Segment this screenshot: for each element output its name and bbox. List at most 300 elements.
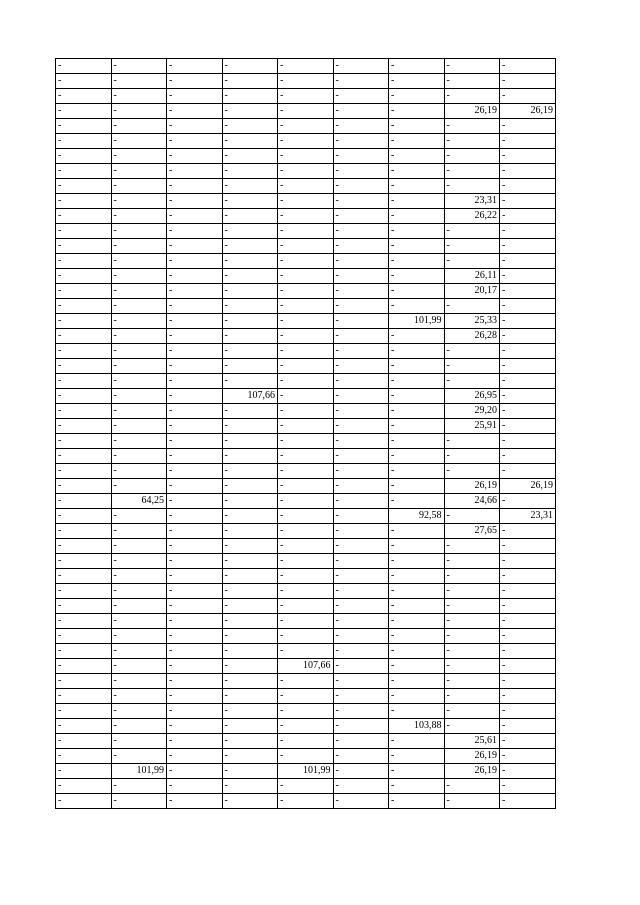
table-cell: - bbox=[111, 449, 167, 464]
table-cell: - bbox=[278, 179, 334, 194]
table-cell: - bbox=[167, 209, 223, 224]
table-cell: - bbox=[389, 299, 445, 314]
table-cell: - bbox=[444, 674, 500, 689]
table-cell: - bbox=[222, 134, 278, 149]
table-cell: - bbox=[500, 194, 556, 209]
table-row bbox=[56, 734, 556, 749]
table-cell: - bbox=[111, 74, 167, 89]
table-cell: - bbox=[222, 284, 278, 299]
table-cell: - bbox=[222, 569, 278, 584]
table-cell: - bbox=[278, 584, 334, 599]
table-cell: - bbox=[222, 419, 278, 434]
table-cell: - bbox=[444, 464, 500, 479]
table-cell: 26,19 bbox=[500, 479, 556, 494]
table-cell: - bbox=[389, 284, 445, 299]
table-cell: - bbox=[56, 89, 112, 104]
table-cell: - bbox=[389, 704, 445, 719]
table-cell: - bbox=[333, 89, 389, 104]
table-cell: - bbox=[111, 794, 167, 809]
table-cell: - bbox=[222, 659, 278, 674]
table-cell: - bbox=[444, 599, 500, 614]
table-cell: - bbox=[222, 59, 278, 74]
table-row bbox=[56, 344, 556, 359]
table-cell: - bbox=[444, 449, 500, 464]
table-cell: - bbox=[111, 149, 167, 164]
table-cell: 92,58 bbox=[389, 509, 445, 524]
table-cell: - bbox=[278, 734, 334, 749]
table-cell: - bbox=[444, 224, 500, 239]
table-cell: - bbox=[222, 434, 278, 449]
table-cell: - bbox=[167, 524, 223, 539]
table-cell: - bbox=[444, 134, 500, 149]
table-cell: - bbox=[500, 134, 556, 149]
table-cell: - bbox=[500, 584, 556, 599]
table-cell: - bbox=[500, 164, 556, 179]
table-cell: 103,88 bbox=[389, 719, 445, 734]
table-row bbox=[56, 704, 556, 719]
table-cell: - bbox=[389, 269, 445, 284]
table-cell: - bbox=[167, 419, 223, 434]
table-cell: - bbox=[333, 719, 389, 734]
table-cell: - bbox=[222, 764, 278, 779]
table-cell: - bbox=[500, 389, 556, 404]
table-cell: - bbox=[278, 209, 334, 224]
table-cell: - bbox=[444, 254, 500, 269]
table-cell: - bbox=[167, 509, 223, 524]
table-cell: 26,19 bbox=[444, 104, 500, 119]
table-cell: - bbox=[444, 149, 500, 164]
table-cell: - bbox=[222, 404, 278, 419]
table-cell: - bbox=[500, 779, 556, 794]
table-cell: - bbox=[167, 779, 223, 794]
table-cell: - bbox=[56, 374, 112, 389]
table-cell: - bbox=[167, 89, 223, 104]
table-cell: - bbox=[222, 704, 278, 719]
table-cell: - bbox=[278, 389, 334, 404]
table-cell: - bbox=[389, 374, 445, 389]
table-cell: - bbox=[278, 524, 334, 539]
table-cell: - bbox=[222, 554, 278, 569]
table-cell: - bbox=[56, 494, 112, 509]
table-cell: - bbox=[278, 104, 334, 119]
table-cell: - bbox=[222, 449, 278, 464]
table-cell: - bbox=[278, 404, 334, 419]
table-cell: 107,66 bbox=[278, 659, 334, 674]
table-cell: - bbox=[389, 449, 445, 464]
table-cell: - bbox=[111, 299, 167, 314]
table-cell: - bbox=[167, 344, 223, 359]
table-row bbox=[56, 59, 556, 74]
table-cell: - bbox=[389, 389, 445, 404]
table-cell: - bbox=[333, 779, 389, 794]
table-cell: - bbox=[111, 164, 167, 179]
table-cell: - bbox=[222, 629, 278, 644]
table-cell: - bbox=[111, 104, 167, 119]
table-cell: - bbox=[111, 629, 167, 644]
table-cell: - bbox=[56, 149, 112, 164]
table-cell: - bbox=[333, 614, 389, 629]
table-cell: - bbox=[167, 119, 223, 134]
table-cell: - bbox=[444, 74, 500, 89]
table-cell: - bbox=[278, 74, 334, 89]
table-cell: - bbox=[500, 599, 556, 614]
table-row bbox=[56, 209, 556, 224]
table-cell: - bbox=[111, 509, 167, 524]
table-cell: - bbox=[500, 284, 556, 299]
table-cell: - bbox=[222, 269, 278, 284]
table-cell: - bbox=[389, 569, 445, 584]
table-cell: - bbox=[389, 584, 445, 599]
table-cell: - bbox=[333, 764, 389, 779]
table-cell: - bbox=[444, 344, 500, 359]
table-cell: - bbox=[278, 419, 334, 434]
table-cell: - bbox=[389, 749, 445, 764]
table-cell: - bbox=[278, 269, 334, 284]
table-row bbox=[56, 299, 556, 314]
table-cell: - bbox=[500, 704, 556, 719]
table-cell: - bbox=[333, 239, 389, 254]
table-cell: - bbox=[500, 524, 556, 539]
table-cell: - bbox=[222, 779, 278, 794]
table-cell: - bbox=[278, 89, 334, 104]
table-cell: - bbox=[111, 779, 167, 794]
table-row bbox=[56, 254, 556, 269]
table-cell: - bbox=[56, 644, 112, 659]
table-cell: - bbox=[56, 194, 112, 209]
table-cell: - bbox=[500, 329, 556, 344]
table-cell: - bbox=[389, 614, 445, 629]
table-cell: - bbox=[111, 194, 167, 209]
table-cell: - bbox=[500, 224, 556, 239]
table-cell: - bbox=[278, 569, 334, 584]
table-cell: - bbox=[278, 239, 334, 254]
table-cell: - bbox=[167, 479, 223, 494]
table-cell: - bbox=[500, 689, 556, 704]
table-cell: - bbox=[444, 629, 500, 644]
table-cell: - bbox=[444, 704, 500, 719]
table-cell: - bbox=[167, 194, 223, 209]
table-cell: - bbox=[167, 389, 223, 404]
table-cell: - bbox=[333, 734, 389, 749]
table-cell: - bbox=[333, 539, 389, 554]
table-cell: - bbox=[444, 614, 500, 629]
table-cell: 26,95 bbox=[444, 389, 500, 404]
table-row bbox=[56, 554, 556, 569]
table-cell: - bbox=[444, 569, 500, 584]
table-cell: - bbox=[222, 119, 278, 134]
table-row bbox=[56, 599, 556, 614]
table-row bbox=[56, 629, 556, 644]
table-cell: - bbox=[278, 194, 334, 209]
table-cell: - bbox=[56, 164, 112, 179]
table-cell: 20,17 bbox=[444, 284, 500, 299]
table-cell: - bbox=[278, 344, 334, 359]
table-cell: - bbox=[222, 524, 278, 539]
table-cell: - bbox=[333, 329, 389, 344]
table-cell: - bbox=[167, 74, 223, 89]
table-cell: - bbox=[389, 74, 445, 89]
table-cell: - bbox=[111, 404, 167, 419]
table-cell: - bbox=[444, 164, 500, 179]
table-cell: 27,65 bbox=[444, 524, 500, 539]
table-cell: - bbox=[56, 764, 112, 779]
table-cell: - bbox=[111, 134, 167, 149]
table-cell: - bbox=[333, 629, 389, 644]
table-cell: - bbox=[167, 734, 223, 749]
table-cell: - bbox=[500, 794, 556, 809]
table-cell: - bbox=[222, 164, 278, 179]
table-cell: - bbox=[222, 74, 278, 89]
table-cell: - bbox=[56, 599, 112, 614]
table-cell: - bbox=[167, 674, 223, 689]
table-cell: - bbox=[111, 569, 167, 584]
table-cell: - bbox=[167, 59, 223, 74]
table-cell: - bbox=[500, 239, 556, 254]
table-row bbox=[56, 149, 556, 164]
table-cell: - bbox=[111, 584, 167, 599]
table-cell: - bbox=[500, 269, 556, 284]
table-cell: - bbox=[444, 539, 500, 554]
table-cell: - bbox=[500, 449, 556, 464]
table-cell: - bbox=[111, 674, 167, 689]
table-cell: - bbox=[111, 239, 167, 254]
table-row bbox=[56, 674, 556, 689]
table-cell: - bbox=[389, 209, 445, 224]
table-cell: - bbox=[389, 554, 445, 569]
table-cell: - bbox=[222, 464, 278, 479]
table-cell: - bbox=[111, 179, 167, 194]
table-cell: - bbox=[333, 74, 389, 89]
table-cell: - bbox=[111, 89, 167, 104]
table-cell: - bbox=[222, 479, 278, 494]
table-cell: - bbox=[500, 299, 556, 314]
table-cell: - bbox=[333, 704, 389, 719]
table-row bbox=[56, 74, 556, 89]
table-cell: - bbox=[389, 434, 445, 449]
table-cell: - bbox=[167, 134, 223, 149]
table-cell: - bbox=[333, 269, 389, 284]
table-cell: - bbox=[56, 569, 112, 584]
table-cell: - bbox=[389, 149, 445, 164]
table-cell: - bbox=[56, 419, 112, 434]
table-row bbox=[56, 584, 556, 599]
table-cell: - bbox=[222, 149, 278, 164]
table-row bbox=[56, 749, 556, 764]
table-cell: - bbox=[389, 164, 445, 179]
table-row bbox=[56, 419, 556, 434]
table-cell: - bbox=[222, 179, 278, 194]
table-cell: - bbox=[389, 764, 445, 779]
table-cell: - bbox=[56, 284, 112, 299]
table-cell: - bbox=[167, 434, 223, 449]
table-row bbox=[56, 359, 556, 374]
table-cell: 26,19 bbox=[500, 104, 556, 119]
table-cell: - bbox=[278, 464, 334, 479]
table-cell: - bbox=[333, 299, 389, 314]
table-row bbox=[56, 329, 556, 344]
table-row bbox=[56, 689, 556, 704]
table-cell: - bbox=[500, 404, 556, 419]
table-cell: - bbox=[278, 224, 334, 239]
table-cell: - bbox=[167, 224, 223, 239]
table-cell: - bbox=[167, 269, 223, 284]
table-cell: - bbox=[56, 254, 112, 269]
table-cell: - bbox=[389, 644, 445, 659]
table-cell: 26,19 bbox=[444, 749, 500, 764]
table-cell: - bbox=[278, 749, 334, 764]
table-cell: - bbox=[56, 689, 112, 704]
table-cell: - bbox=[333, 479, 389, 494]
table-cell: - bbox=[389, 629, 445, 644]
table-row bbox=[56, 404, 556, 419]
table-cell: - bbox=[111, 314, 167, 329]
table-cell: - bbox=[167, 314, 223, 329]
table-row bbox=[56, 134, 556, 149]
table-cell: - bbox=[111, 749, 167, 764]
table-row bbox=[56, 224, 556, 239]
table-cell: - bbox=[333, 674, 389, 689]
table-row bbox=[56, 434, 556, 449]
table-cell: - bbox=[56, 314, 112, 329]
table-cell: - bbox=[56, 224, 112, 239]
table-cell: - bbox=[444, 644, 500, 659]
table-cell: - bbox=[500, 359, 556, 374]
table-cell: - bbox=[500, 629, 556, 644]
table-cell: - bbox=[444, 779, 500, 794]
table-cell: - bbox=[500, 569, 556, 584]
table-cell: - bbox=[222, 674, 278, 689]
table-cell: - bbox=[111, 209, 167, 224]
table-cell: - bbox=[333, 374, 389, 389]
table-cell: - bbox=[389, 404, 445, 419]
table-cell: - bbox=[500, 614, 556, 629]
table-cell: - bbox=[111, 389, 167, 404]
table-cell: - bbox=[56, 59, 112, 74]
table-cell: - bbox=[56, 434, 112, 449]
table-cell: - bbox=[167, 644, 223, 659]
table-row bbox=[56, 164, 556, 179]
table-cell: - bbox=[167, 584, 223, 599]
table-cell: - bbox=[500, 554, 556, 569]
table-cell: - bbox=[167, 299, 223, 314]
table-cell: - bbox=[444, 434, 500, 449]
table-cell: - bbox=[389, 779, 445, 794]
table-cell: - bbox=[444, 794, 500, 809]
table-cell: - bbox=[56, 104, 112, 119]
table-row bbox=[56, 764, 556, 779]
table-cell: - bbox=[56, 629, 112, 644]
table-cell: - bbox=[333, 134, 389, 149]
table-cell: - bbox=[167, 659, 223, 674]
table-cell: 26,19 bbox=[444, 479, 500, 494]
table-cell: - bbox=[111, 704, 167, 719]
table-cell: - bbox=[167, 704, 223, 719]
table-row bbox=[56, 614, 556, 629]
table-cell: - bbox=[444, 89, 500, 104]
table-cell: - bbox=[389, 254, 445, 269]
table-cell: - bbox=[333, 419, 389, 434]
table-cell: - bbox=[56, 719, 112, 734]
table-cell: - bbox=[222, 314, 278, 329]
table-cell: - bbox=[333, 434, 389, 449]
table-cell: - bbox=[56, 584, 112, 599]
table-cell: - bbox=[278, 254, 334, 269]
table-cell: - bbox=[222, 89, 278, 104]
table-cell: - bbox=[56, 239, 112, 254]
table-cell: - bbox=[444, 374, 500, 389]
table-cell: - bbox=[167, 599, 223, 614]
table-cell: - bbox=[222, 329, 278, 344]
table-cell: - bbox=[500, 419, 556, 434]
table-cell: - bbox=[167, 614, 223, 629]
table-cell: - bbox=[111, 524, 167, 539]
table-cell: - bbox=[56, 299, 112, 314]
table-cell: - bbox=[111, 269, 167, 284]
table-cell: - bbox=[333, 689, 389, 704]
table-cell: - bbox=[167, 554, 223, 569]
table-cell: - bbox=[333, 404, 389, 419]
table-cell: - bbox=[56, 659, 112, 674]
table-cell: - bbox=[222, 539, 278, 554]
table-cell: - bbox=[278, 689, 334, 704]
table-cell: - bbox=[389, 659, 445, 674]
table-cell: 26,11 bbox=[444, 269, 500, 284]
table-cell: - bbox=[222, 359, 278, 374]
table-cell: - bbox=[167, 284, 223, 299]
table-row bbox=[56, 479, 556, 494]
table-cell: - bbox=[111, 464, 167, 479]
table-cell: - bbox=[111, 599, 167, 614]
table-cell: - bbox=[500, 374, 556, 389]
table-cell: - bbox=[56, 674, 112, 689]
table-cell: - bbox=[389, 494, 445, 509]
table-cell: 25,33 bbox=[444, 314, 500, 329]
table-cell: - bbox=[167, 404, 223, 419]
table-cell: - bbox=[389, 674, 445, 689]
table-cell: - bbox=[167, 539, 223, 554]
table-cell: - bbox=[444, 509, 500, 524]
table-cell: - bbox=[56, 524, 112, 539]
table-cell: - bbox=[56, 749, 112, 764]
table-row bbox=[56, 119, 556, 134]
table-row bbox=[56, 239, 556, 254]
table-cell: - bbox=[333, 644, 389, 659]
table-cell: - bbox=[222, 689, 278, 704]
table-row bbox=[56, 509, 556, 524]
table-cell: - bbox=[222, 299, 278, 314]
table-cell: - bbox=[167, 164, 223, 179]
table-cell: - bbox=[389, 224, 445, 239]
table-cell: - bbox=[389, 794, 445, 809]
table-cell: - bbox=[389, 194, 445, 209]
table-cell: - bbox=[500, 434, 556, 449]
table-cell: - bbox=[500, 314, 556, 329]
table-cell: - bbox=[56, 734, 112, 749]
table-cell: - bbox=[500, 539, 556, 554]
table-cell: - bbox=[278, 59, 334, 74]
table-cell: - bbox=[222, 494, 278, 509]
table-cell: - bbox=[111, 479, 167, 494]
table-cell: 26,22 bbox=[444, 209, 500, 224]
table-cell: - bbox=[500, 719, 556, 734]
table-cell: - bbox=[278, 629, 334, 644]
table-cell: - bbox=[500, 674, 556, 689]
table-row bbox=[56, 314, 556, 329]
table-cell: - bbox=[222, 614, 278, 629]
table-cell: - bbox=[278, 284, 334, 299]
table-cell: - bbox=[389, 359, 445, 374]
table-cell: - bbox=[56, 449, 112, 464]
